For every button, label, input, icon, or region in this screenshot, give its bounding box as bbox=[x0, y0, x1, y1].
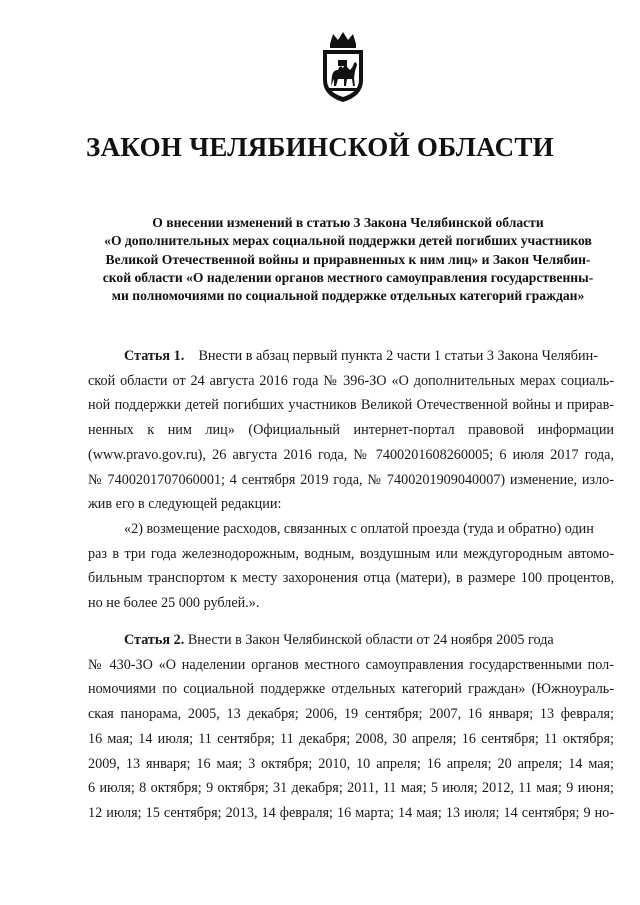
article-2 bbox=[88, 628, 614, 826]
article-1-line: ненных к ним лиц» (Официальный интернет-портал правовой информации bbox=[88, 422, 614, 439]
article-1-quote-line: бильным транспортом к месту захоронения отца (матери), в размере 100 процентов, bbox=[88, 570, 614, 587]
article-2-line: номочиями по социальной поддержке отдельных категорий граждан» (Южноураль- bbox=[88, 681, 614, 698]
article-2-label: Статья 2. bbox=[124, 632, 185, 648]
subject-line: ской области «О наделении органов местного самоуправления государственны- bbox=[102, 269, 594, 285]
article-1-first-line-text: Внести в абзац первый пункта 2 части 1 статьи 3 Закона Челябин- bbox=[198, 348, 598, 364]
coat-of-arms-graphic bbox=[316, 30, 370, 104]
article-1-line: (www.pravo.gov.ru), 26 августа 2016 года, № 7400201608260005; 6 июля 2017 года, bbox=[88, 446, 614, 463]
coat-of-arms-icon bbox=[316, 30, 370, 104]
article-2-line: 2009, 13 января; 16 мая; 3 октября; 2010, 10 апреля; 16 апреля; 20 апреля; 14 мая; bbox=[88, 755, 614, 772]
article-2-line: № 430-ЗО «О наделении органов местного самоуправления государственными пол- bbox=[88, 656, 614, 673]
subject-line: ми полномочиями по социальной поддержке отдельных категорий граждан» bbox=[111, 288, 585, 304]
article-1-line: ской области от 24 августа 2016 года № 396-ЗО «О дополнительных мерах социаль- bbox=[88, 372, 614, 389]
article-2-first-line bbox=[88, 628, 614, 653]
article-2-line: 6 июля; 8 октября; 9 октября; 31 декабря; 2011, 11 мая; 5 июля; 2012, 11 мая; 9 июня; bbox=[88, 780, 614, 797]
article-1-quote-line: «2) возмещение расходов, связанных с оплатой проезда (туда и обратно) один bbox=[124, 520, 594, 537]
article-2-line: 12 июля; 15 сентября; 2013, 14 февраля; 16 марта; 14 мая; 13 июля; 14 сентября; 9 но- bbox=[88, 804, 614, 821]
article-1-line: № 7400201707060001; 4 сентября 2019 года, № 7400201909040007) изменение, изло- bbox=[88, 471, 614, 488]
article-1-gap bbox=[184, 348, 198, 364]
article-2-line: 16 мая; 14 июля; 11 сентября; 11 декабря; 2008, 30 апреля; 16 сентября; 11 октября; bbox=[88, 730, 614, 747]
article-1-quote-line: раз в три года железнодорожным, водным, воздушным или междугородным автомо- bbox=[88, 545, 614, 562]
article-1-label: Статья 1. bbox=[124, 348, 185, 364]
article-2-first-line-text: Внести в Закон Челябинской области от 24 ноября 2005 года bbox=[187, 632, 554, 648]
subject-line: Великой Отечественной войны и приравненных к ним лиц» и Закон Челябин- bbox=[105, 251, 591, 267]
article-1-line: ной поддержки детей погибших участников Великой Отечественной войны и прирав- bbox=[88, 397, 614, 414]
document-subject bbox=[86, 214, 610, 305]
article-1-quote-line: но не более 25 000 рублей.». bbox=[88, 595, 260, 612]
subject-line: «О дополнительных мерах социальной поддержки детей погибших участников bbox=[104, 233, 592, 249]
subject-line: О внесении изменений в статью 3 Закона Челябинской области bbox=[152, 215, 544, 230]
article-2-line: ская панорама, 2005, 13 декабря; 2006, 19 сентября; 2007, 16 января; 13 февраля; bbox=[88, 706, 614, 723]
article-1 bbox=[88, 344, 614, 616]
article-1-line: жив его в следующей редакции: bbox=[88, 496, 282, 513]
article-1-first-line bbox=[88, 344, 614, 369]
document-title: ЗАКОН ЧЕЛЯБИНСКОЙ ОБЛАСТИ bbox=[86, 132, 554, 162]
